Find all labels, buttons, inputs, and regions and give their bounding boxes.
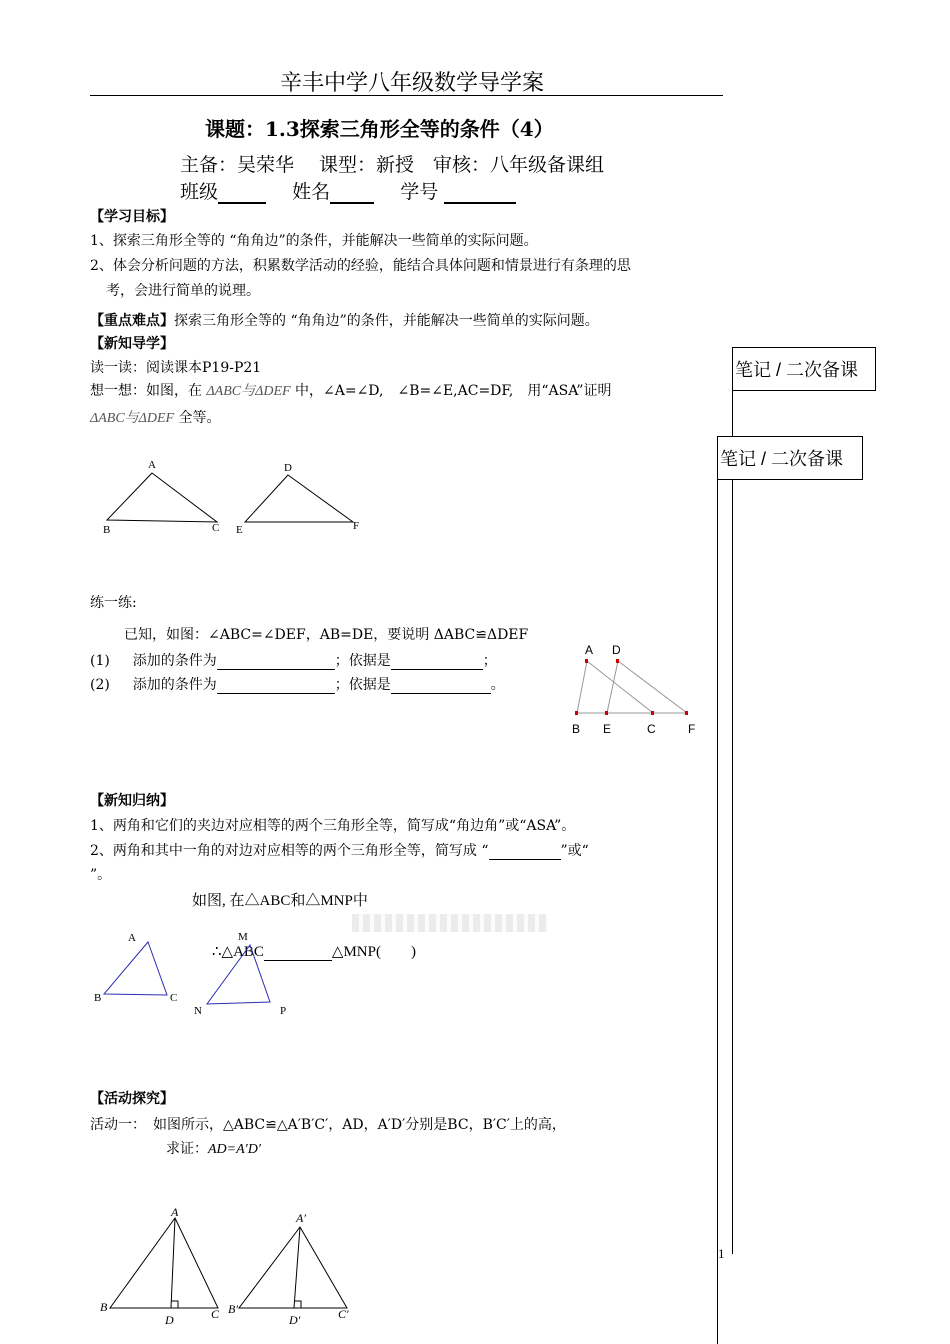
practice-item-1 [90,652,497,670]
activity-line-1: 活动一： 如图所示，△ABC≌△A′B′C′，AD，A′D′分别是BC，B′C′上的高， [90,1117,566,1133]
point-d [616,659,619,663]
goals-item-2a: 2、体会分析问题的方法，积累数学活动的经验，能结合具体问题和情景进行有条理的思 [90,258,631,274]
right-angle-d-prime [294,1301,301,1308]
label-d: D [284,462,292,474]
note-box-1: 笔记 / 二次备课 [732,347,876,391]
summary-item-2c: ”。 [90,867,112,883]
goals-item-1: 1、探索三角形全等的 “角角边”的条件，并能解决一些简单的实际问题。 [90,233,538,249]
act-label-c: C [211,1307,220,1321]
faded-formula [352,914,548,932]
act-label-d-prime: D′ [289,1313,301,1327]
class-label: 班级 [180,181,219,203]
point-a [585,659,588,663]
summary-item-1: 1、两角和它们的夹边对应相等的两个三角形全等，简写成“角边角”或“ASA”。 [90,818,576,834]
item2-condition-blank[interactable] [217,677,335,694]
item2-text: 添加的条件为 [132,677,217,693]
summary-item2-a: 2、两角和其中一角的对边对应相等的两个三角形全等，简写成 “ [90,843,489,859]
triangle-abc-blue [104,942,167,995]
blue-label-b: B [94,992,102,1004]
key-points [90,312,599,330]
triangle-pair-2: ΔABC与ΔDEF [90,411,175,426]
point-e [605,711,608,715]
item2-basis-blank[interactable] [391,677,491,694]
blue-label-m: M [238,931,248,943]
activity-prove-label: 求证： [166,1141,208,1157]
act-label-c-prime: C′ [338,1307,349,1321]
item1-condition-blank[interactable] [217,653,335,670]
name-blank[interactable] [330,186,374,204]
student-info-line [180,177,516,204]
think-suffix: 中，∠A=∠D, ∠B=∠E,AC=DF, 用“ASA”证明 [295,383,612,399]
summary-heading: 【新知归纳】 [90,793,174,809]
margin-line-inner [732,390,733,1254]
activity-formula: AD=A′D′ [208,1142,261,1157]
number-label: 学号 [400,181,439,203]
altitude-ad [171,1218,175,1308]
read-line: 读一读：阅读课本P19-P21 [90,360,262,376]
item1-mid: ；依据是 [334,653,391,669]
item1-text: 添加的条件为 [132,653,217,669]
figure-practice-triangles [565,638,705,740]
label-c: C [212,522,220,534]
triangle-pair-1: ΔABC与ΔDEF [206,384,291,399]
blue-label-a: A [128,932,136,944]
item1-num: (1) [90,653,110,669]
key-points-text: 探索三角形全等的 “角角边”的条件，并能解决一些简单的实际问题。 [174,313,599,329]
figure-abc-mnp [90,925,300,1025]
point-f [685,711,688,715]
conclusion-a: ∴△ABC [212,944,264,960]
think-end: 全等。 [178,410,221,426]
summary-item2-b: ”或“ [560,843,589,859]
item2-end: 。 [490,677,505,693]
number-blank[interactable] [444,186,516,204]
triangle-abc [107,473,217,522]
act-label-a-prime: A′ [296,1211,306,1225]
triangle-mnp-blue [207,945,270,1004]
item2-mid: ；依据是 [334,677,391,693]
goals-heading: 【学习目标】 [90,209,174,225]
act-label-d: D [165,1313,174,1327]
summary-item-2 [90,842,589,860]
goals-item-2b: 考，会进行简单的说理。 [106,283,260,299]
new-knowledge-heading: 【新知导学】 [90,336,174,352]
class-blank[interactable] [218,186,266,204]
act-label-b-prime: B′ [228,1302,238,1316]
note-box-2: 笔记 / 二次备课 [717,436,863,480]
blue-label-c: C [170,992,178,1004]
label-b: B [103,524,111,536]
blue-label-n: N [194,1005,202,1017]
altitude-ad-prime [294,1227,300,1308]
practice-de [607,661,618,713]
act-label-b: B [100,1300,108,1314]
figure-activity-altitudes [92,1200,367,1330]
figure-triangles-abc-def [95,455,375,540]
practice-df [618,661,687,713]
practice-label-d: D [612,643,621,657]
activity-heading: 【活动探究】 [90,1091,174,1107]
label-f: F [353,520,360,532]
practice-ab [577,661,587,713]
triangle-abc-act [110,1218,218,1308]
think-line [90,382,611,401]
act-label-a: A [171,1205,179,1219]
label-a: A [148,459,156,471]
think-line-2 [90,409,221,428]
item1-end: ； [482,653,497,669]
key-points-heading: 【重点难点】 [90,313,174,329]
meta-line: 主备：吴荣华 课型：新授 审核：八年级备课组 [180,154,605,176]
item2-num: (2) [90,677,110,693]
summary-fig-intro: 如图, 在△ABC和△MNP中 [192,893,368,909]
practice-label-f: F [688,722,696,736]
triangle-abc-prime [239,1227,347,1308]
margin-line-outer [717,480,718,1344]
practice-given: 已知，如图：∠ABC=∠DEF，AB=DE，要说明 ΔABC≌ΔDEF [124,627,529,643]
practice-label: 练一练: [90,595,137,611]
item1-basis-blank[interactable] [391,653,483,670]
school-title: 辛丰中学八年级数学导学案 [280,71,545,96]
conclusion-b: △MNP( ) [331,944,416,960]
page-number: 1 [718,1246,725,1261]
think-prefix: 想一想：如图，在 [90,383,202,399]
practice-item-2 [90,676,505,694]
practice-label-e: E [603,722,612,736]
practice-label-b: B [572,722,581,736]
summary-blank-1[interactable] [489,843,561,860]
practice-ac [587,661,653,713]
activity-line-2 [166,1140,261,1159]
point-b [575,711,578,715]
right-angle-d [171,1301,178,1308]
blue-label-p: P [280,1005,287,1017]
lesson-title: 课题：1.3探索三角形全等的条件（4） [205,117,554,141]
header-rule [90,95,723,96]
name-label: 姓名 [292,181,331,203]
practice-label-c: C [647,722,656,736]
triangle-def [245,475,353,522]
label-e: E [236,524,243,536]
point-c [651,711,654,715]
practice-label-a: A [585,643,594,657]
